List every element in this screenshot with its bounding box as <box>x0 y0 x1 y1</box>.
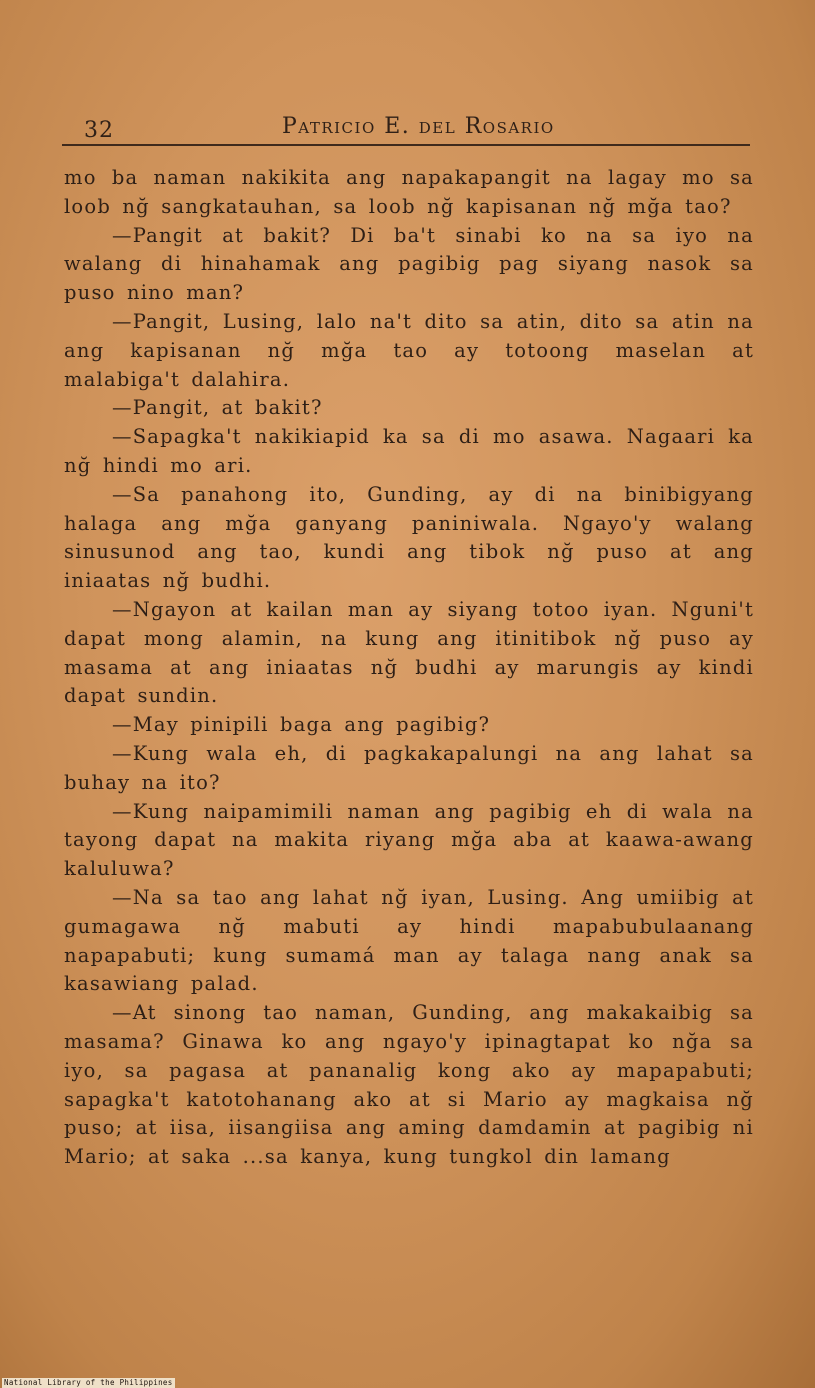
library-credit: National Library of the Philippines <box>4 1378 173 1387</box>
paragraph: —Sapagka't nakikiapid ka sa di mo asawa. Nagaari ka nğ hindi mo ari. <box>64 425 754 477</box>
running-head: Patricio E. del Rosario <box>282 114 555 139</box>
paragraph: —Ngayon at kailan man ay siyang totoo iyan. Nguni't dapat mong alamin, na kung ang itinitibok nğ puso ay masama at ang iniaatas nğ budhi ay marungis ay kindi dapat sundin. <box>64 597 754 708</box>
page-header <box>62 112 750 146</box>
paragraph: mo ba naman nakikita ang napakapangit na lagay mo sa loob nğ sangkatauhan, sa loob nğ kapisanan nğ mğa tao? <box>64 166 754 218</box>
body-text <box>64 164 754 1172</box>
paragraph: —Pangit, at bakit? <box>112 396 323 420</box>
paragraph: —Sa panahong ito, Gunding, ay di na binibigyang halaga ang mğa ganyang paniniwala. Ngayo'y walang sinusunod ang tao, kundi ang tibok nğ puso at ang iniaatas nğ budhi. <box>64 482 754 593</box>
paragraph: —Na sa tao ang lahat nğ iyan, Lusing. Ang umiibig at gumagawa nğ mabuti ay hindi mapabubulaanang napapabuti; kung sumamá man ay talaga nang anak sa kasawiang palad. <box>64 885 754 996</box>
paragraph: —Pangit at bakit? Di ba't sinabi ko na sa iyo na walang di hinahamak ang pagibig pag siyang nasok sa puso nino man? <box>64 223 754 305</box>
paragraph: —May pinipili baga ang pagibig? <box>112 713 491 737</box>
paragraph: —Pangit, Lusing, lalo na't dito sa atin, dito sa atin na ang kapisanan nğ mğa tao ay totoong maselan at malabiga't dalahira. <box>64 309 754 391</box>
paragraph: —Kung naipamimili naman ang pagibig eh di wala na tayong dapat na makita riyang mğa aba at kaawa-awang kaluluwa? <box>64 799 754 881</box>
page-number: 32 <box>84 118 114 143</box>
paragraph: —Kung wala eh, di pagkakapalungi na ang lahat sa buhay na ito? <box>64 741 754 794</box>
paragraph: —At sinong tao naman, Gunding, ang makakaibig sa masama? Ginawa ko ang ngayo'y ipinagtapat ko nğa sa iyo, sa pagasa at pananalig kong ako ay mapapabuti; sapagka't katotohanang ako at si Mario ay magkaisa nğ puso; at iisa, iisangiisa ang aming damdamin at pagibig ni Mario; at saka ...sa kanya, kung tungkol din lamang <box>64 1001 754 1169</box>
